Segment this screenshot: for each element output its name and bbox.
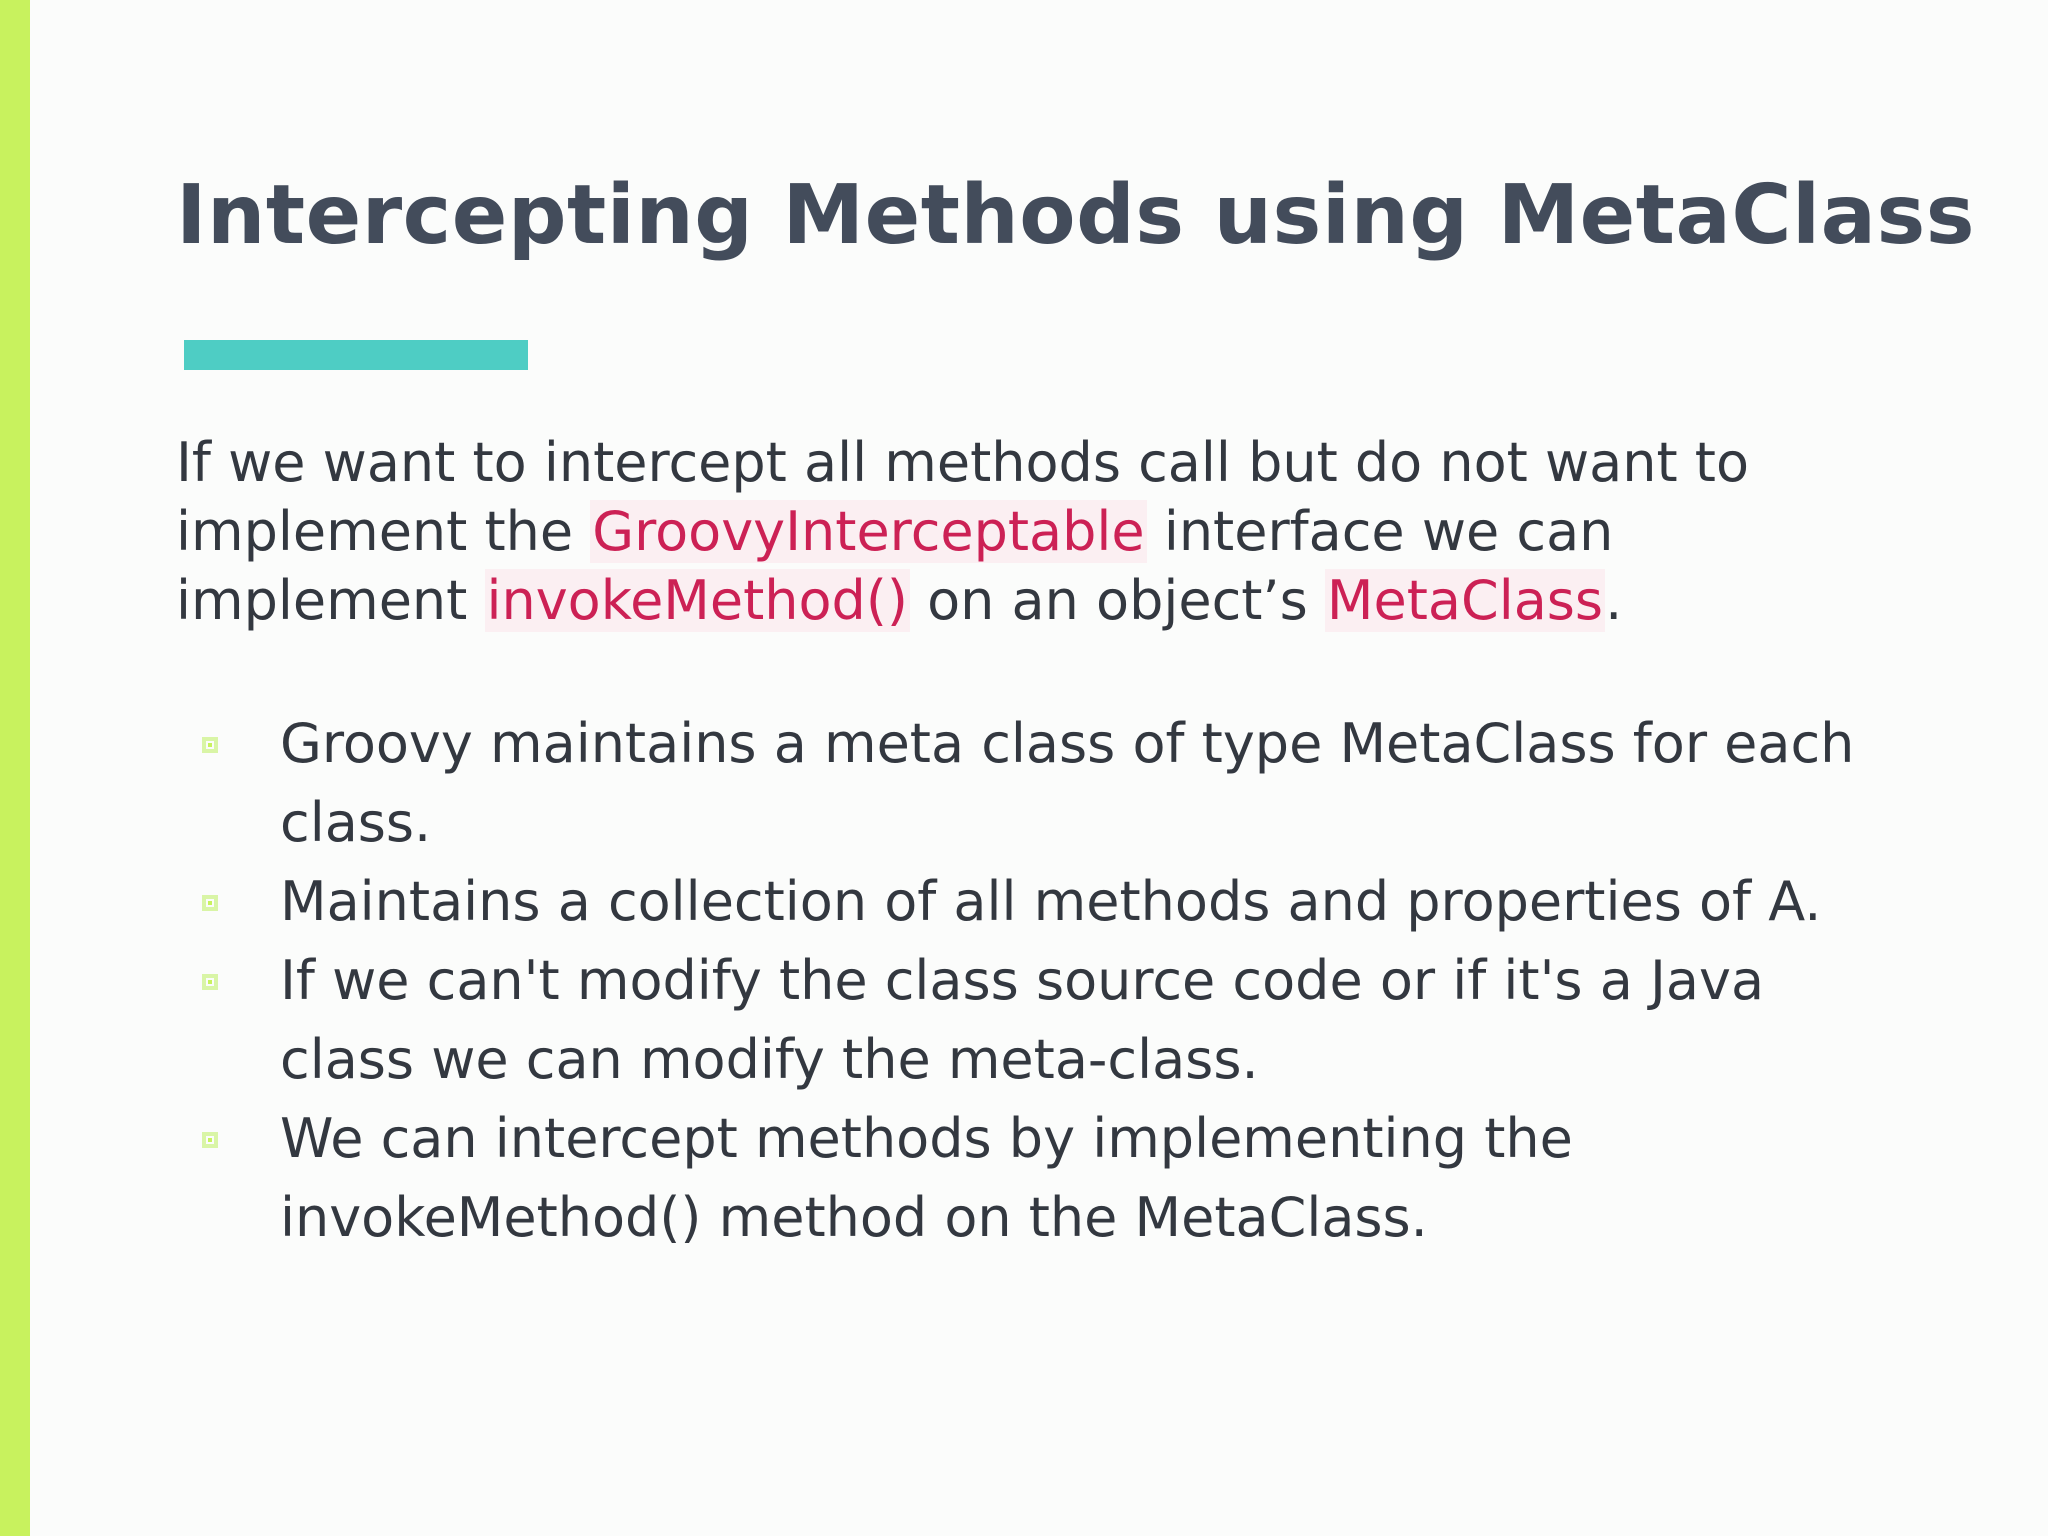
square-bullet-icon [202,1132,218,1148]
bullet-item [176,704,1896,862]
bullet-item [176,1099,1896,1257]
intro-text-4: . [1605,569,1623,632]
left-accent-bar [0,0,30,1536]
bullet-text: If we can't modify the class source code or if it's a Java class we can modify the meta-class. [280,949,1765,1091]
intro-text-2: interface we can implement [176,500,1614,632]
intro-text-1: If we want to intercept all methods call but do not want to implement the [176,431,1750,563]
square-bullet-icon [202,895,218,911]
bullet-text: Maintains a collection of all methods and properties of A. [280,870,1822,933]
bullet-text: We can intercept methods by implementing the invokeMethod() method on the MetaClass. [280,1107,1573,1249]
bullet-item [176,941,1896,1099]
intro-paragraph [176,428,1896,635]
code-invokemethod: invokeMethod() [486,569,908,632]
slide-title: Intercepting Methods using MetaClass [176,168,1976,263]
square-bullet-icon [202,737,218,753]
bullet-text: Groovy maintains a meta class of type MetaClass for each class. [280,712,1855,854]
intro-text-3: on an object’s [909,569,1325,632]
code-metaclass: MetaClass [1326,569,1604,632]
code-groovyinterceptable: GroovyInterceptable [592,500,1145,563]
bullet-list [176,704,1896,1257]
bullet-item [176,862,1896,941]
title-underline-rule [184,340,528,370]
square-bullet-icon [202,974,218,990]
